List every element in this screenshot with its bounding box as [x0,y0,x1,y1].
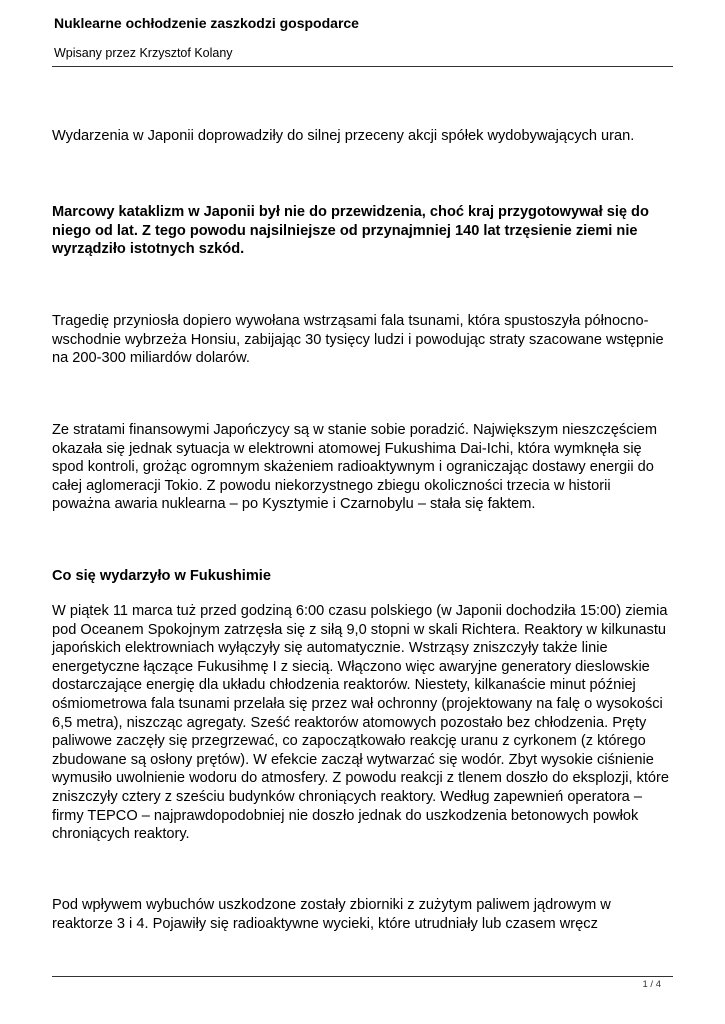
section-heading: Co się wydarzyło w Fukushimie [52,568,271,584]
paragraph-tsunami: Tragedię przyniosła dopiero wywołana wstrząsami fala tsunami, która spustoszyła północno-wschodnie wybrzeża Honsiu, zabijając 30 tysięcy ludzi i powodując straty szacowane wstępnie na 200-300 miliardów dolarów. [52,313,664,367]
paragraph-fuel-tanks: Pod wpływem wybuchów uszkodzone zostały zbiorniki z zużytym paliwem jądrowym w reaktorze 3 i 4. Pojawiły się radioaktywne wycieki, które utrudniały lub czasem wręcz [52,897,611,932]
page-number: 1 / 4 [642,979,661,990]
lead-paragraph: Marcowy kataklizm w Japonii był nie do przewidzenia, choć kraj przygotowywał się do niego od lat. Z tego powodu najsilniejsze od przynajmniej 140 lat trzęsienie ziemi nie wyrządziło istotnych szkód. [52,204,649,258]
footer-divider [52,976,673,977]
article-author: Wpisany przez Krzysztof Kolany [54,46,233,60]
paragraph-fukushima-events: W piątek 11 marca tuż przed godziną 6:00 czasu polskiego (w Japonii dochodziła 15:00) ziemia pod Oceanem Spokojnym zatrzęsła się z siłą 9,0 stopni w skali Richtera. Reaktory w kilkunastu japońskich elektrowniach wyłączyły się automatycznie. Wstrząsy zniszczyły także linie energetyczne łączące Fukusihmę I z siecią. Włączono więc awaryjne generatory dieslowskie dostarczające energię dla układu chłodzenia reaktorów. Niestety, kilkanaście minut później ośmiometrowa fala tsunami przelała się przez wał ochronny (projektowany na falę o wysokości 6,5 metra), niszcząc agregaty. Sześć reaktorów atomowych pozostało bez chłodzenia. Pręty paliwowe zaczęły się przegrzewać, co zapoczątkowało reakcję uranu z cyrkonem (z którego zbudowane są osłony prętów). W efekcie zaczął wytwarzać się wodór. Zbyt wysokie ciśnienie wymusiło uwolnienie wodoru do atmosfery. Z powodu reakcji z tlenem doszło do eksplozji, które zniszczyły cztery z sześciu budynków chroniących reaktory. Według zapewnień operatora – firmy TEPCO – najprawdopodobniej nie doszło jednak do uszkodzenia betonowych powłok chroniących reaktory. [52,603,670,843]
intro-paragraph: Wydarzenia w Japonii doprowadziły do silnej przeceny akcji spółek wydobywających uran. [52,128,635,144]
header-divider [52,66,673,67]
paragraph-financial-losses: Ze stratami finansowymi Japończycy są w stanie sobie poradzić. Największym nieszczęściem okazała się jednak sytuacja w elektrowni atomowej Fukushima Dai-Ichi, która wymknęła się spod kontroli, grożąc ogromnym skażeniem radioaktywnym i ograniczając dostawy energii do całej aglomeracji Tokio. Z powodu niekorzystnego zbiegu okoliczności trzecia w historii poważna awaria nuklearna – po Kysztymie i Czarnobylu – stała się faktem. [52,422,658,513]
article-title: Nuklearne ochłodzenie zaszkodzi gospodarce [54,15,359,31]
